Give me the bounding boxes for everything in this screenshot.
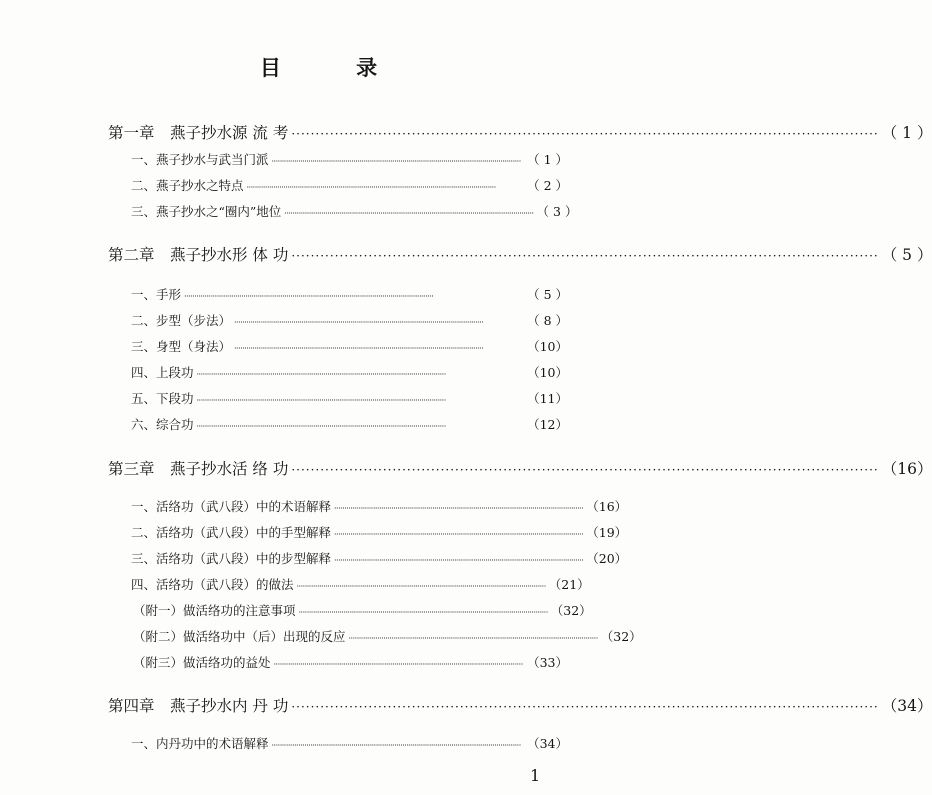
toc-chapter-entry bbox=[108, 457, 932, 479]
toc-section-entry bbox=[131, 497, 628, 515]
toc-section-entry bbox=[133, 653, 568, 671]
toc-leader-dots: ·························································································································· bbox=[334, 556, 584, 565]
toc-chapter-entry bbox=[108, 121, 932, 143]
toc-entry-label: （附一）做活络功的注意事项 bbox=[133, 603, 296, 618]
toc-entry-page: （ 3 ） bbox=[536, 204, 578, 219]
page-title: 目 录 bbox=[259, 56, 412, 80]
toc-section-entry bbox=[131, 415, 568, 433]
toc-entry-label: 第四章 燕子抄水内 丹 功 bbox=[108, 697, 289, 715]
toc-section-entry bbox=[131, 549, 628, 567]
toc-entry-page: （ 5 ） bbox=[527, 287, 568, 302]
toc-leader-dots: ·························································································································· bbox=[284, 209, 534, 218]
toc-leader-dots: ·························································································································· bbox=[234, 318, 484, 327]
toc-leader-dots: ·························································································································· bbox=[291, 127, 879, 141]
toc-section-entry bbox=[131, 389, 568, 407]
toc-entry-label: 三、活络功（武八段）中的步型解释 bbox=[131, 551, 332, 566]
toc-leader-dots: ·························································································································· bbox=[334, 504, 584, 513]
toc-section-entry bbox=[131, 575, 590, 593]
toc-entry-label: 六、综合功 bbox=[131, 417, 194, 432]
toc-leader-dots: ·························································································································· bbox=[196, 396, 446, 405]
toc-entry-label: 第二章 燕子抄水形 体 功 bbox=[108, 246, 289, 264]
toc-leader-dots: ·························································································································· bbox=[291, 463, 879, 477]
toc-leader-dots: ·························································································································· bbox=[291, 249, 879, 263]
toc-entry-page: （ 5 ） bbox=[881, 246, 932, 264]
toc-entry-label: （附二）做活络功中（后）出现的反应 bbox=[133, 629, 346, 644]
toc-entry-page: （10） bbox=[527, 339, 568, 354]
toc-entry-label: 二、燕子抄水之特点 bbox=[131, 178, 244, 193]
toc-entry-page: （34） bbox=[527, 736, 568, 751]
toc-section-entry bbox=[131, 202, 578, 220]
toc-entry-label: 一、内丹功中的术语解释 bbox=[131, 736, 269, 751]
toc-entry-page: （33） bbox=[527, 655, 568, 670]
toc-entry-page: （12） bbox=[527, 417, 568, 432]
toc-leader-dots: ·························································································································· bbox=[296, 582, 546, 591]
toc-entry-label: 二、步型（步法） bbox=[131, 313, 232, 328]
page-number: 1 bbox=[530, 766, 541, 785]
toc-entry-page: （10） bbox=[527, 365, 568, 380]
toc-entry-label: 三、燕子抄水之“圈内”地位 bbox=[131, 204, 282, 219]
toc-entry-page: （32） bbox=[600, 629, 642, 644]
toc-entry-label: 第三章 燕子抄水活 络 功 bbox=[108, 460, 289, 478]
toc-section-entry bbox=[131, 311, 568, 329]
toc-leader-dots: ·························································································································· bbox=[334, 530, 584, 539]
toc-leader-dots: ·························································································································· bbox=[271, 741, 521, 750]
toc-section-entry bbox=[131, 523, 628, 541]
toc-section-entry bbox=[131, 150, 568, 168]
toc-leader-dots: ·························································································································· bbox=[196, 422, 446, 431]
toc-entry-label: 二、活络功（武八段）中的手型解释 bbox=[131, 525, 332, 540]
toc-section-entry bbox=[131, 337, 568, 355]
toc-entry-page: （11） bbox=[527, 391, 568, 406]
toc-entry-page: （34） bbox=[881, 697, 932, 715]
toc-entry-page: （32） bbox=[550, 603, 592, 618]
toc-entry-label: 五、下段功 bbox=[131, 391, 194, 406]
toc-leader-dots: ·························································································································· bbox=[271, 157, 521, 166]
toc-leader-dots: ·························································································································· bbox=[348, 634, 598, 643]
toc-entry-label: 三、身型（身法） bbox=[131, 339, 232, 354]
toc-entry-label: 四、上段功 bbox=[131, 365, 194, 380]
toc-section-entry bbox=[133, 627, 642, 645]
toc-leader-dots: ·························································································································· bbox=[298, 608, 548, 617]
toc-leader-dots: ·························································································································· bbox=[273, 660, 523, 669]
toc-entry-page: （16） bbox=[881, 460, 932, 478]
toc-leader-dots: ·························································································································· bbox=[291, 700, 879, 714]
toc-leader-dots: ·························································································································· bbox=[196, 370, 446, 379]
toc-entry-page: （ 2 ） bbox=[527, 178, 568, 193]
toc-entry-label: 一、燕子抄水与武当门派 bbox=[131, 152, 269, 167]
toc-entry-label: （附三）做活络功的益处 bbox=[133, 655, 271, 670]
toc-entry-label: 四、活络功（武八段）的做法 bbox=[131, 577, 294, 592]
toc-section-entry bbox=[131, 363, 568, 381]
toc-entry-label: 一、手形 bbox=[131, 287, 182, 302]
toc-chapter-entry bbox=[108, 243, 932, 265]
toc-chapter-entry bbox=[108, 694, 932, 716]
toc-entry-page: （19） bbox=[586, 525, 628, 540]
toc-section-entry bbox=[131, 285, 568, 303]
toc-entry-label: 一、活络功（武八段）中的术语解释 bbox=[131, 499, 332, 514]
toc-leader-dots: ·························································································································· bbox=[184, 292, 434, 301]
toc-entry-page: （ 1 ） bbox=[881, 124, 932, 142]
toc-section-entry bbox=[133, 601, 592, 619]
toc-entry-label: 第一章 燕子抄水源 流 考 bbox=[108, 124, 289, 142]
toc-entry-page: （ 1 ） bbox=[527, 152, 568, 167]
toc-leader-dots: ·························································································································· bbox=[234, 344, 484, 353]
toc-entry-page: （20） bbox=[586, 551, 628, 566]
toc-section-entry bbox=[131, 176, 568, 194]
toc-leader-dots: ·························································································································· bbox=[246, 183, 496, 192]
toc-entry-page: （16） bbox=[586, 499, 628, 514]
toc-section-entry bbox=[131, 734, 568, 752]
toc-entry-page: （21） bbox=[548, 577, 590, 592]
toc-entry-page: （ 8 ） bbox=[527, 313, 568, 328]
